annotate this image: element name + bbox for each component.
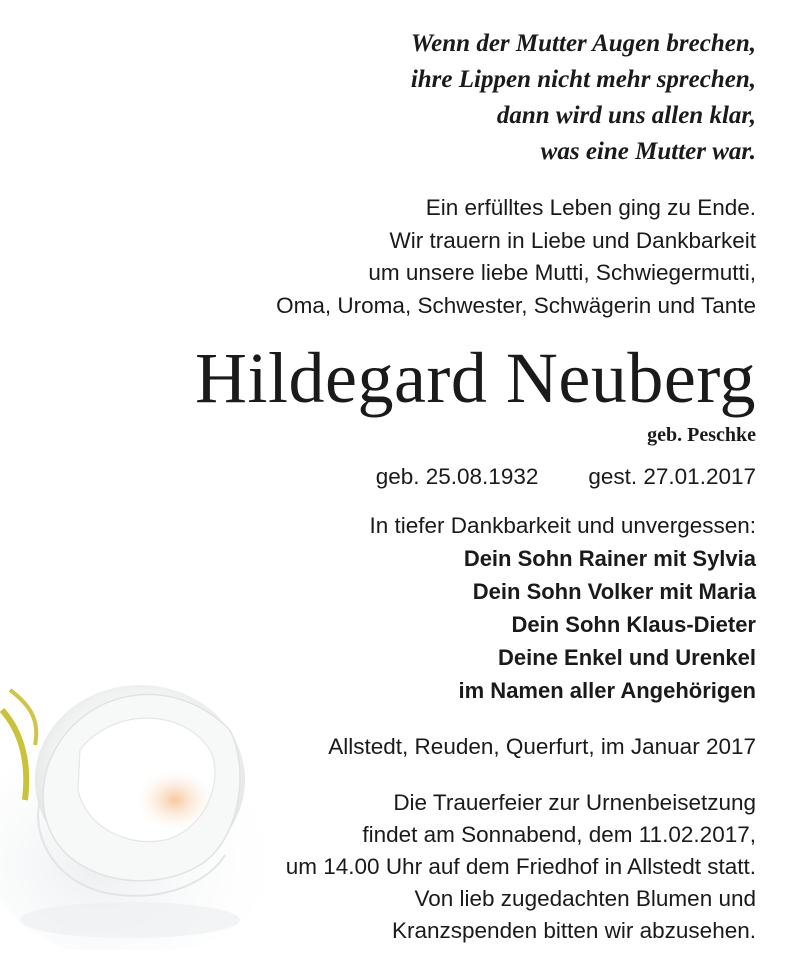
poem-line: Wenn der Mutter Augen brechen, — [410, 30, 756, 57]
obituary — [36, 26, 756, 947]
poem-line: ihre Lippen nicht mehr sprechen, — [410, 66, 756, 93]
ceremony-line: Von lieb zugedachten Blumen und — [414, 886, 756, 911]
intro-line: Wir trauern in Liebe und Dankbarkeit — [389, 227, 756, 253]
ceremony-line: findet am Sonnabend, dem 11.02.2017, — [362, 822, 756, 847]
intro-line: Oma, Uroma, Schwester, Schwägerin und Tante — [276, 292, 756, 318]
ceremony-notice — [36, 787, 756, 947]
poem-line: dann wird uns allen klar, — [496, 102, 756, 129]
intro-line: Ein erfülltes Leben ging zu Ende. — [425, 195, 756, 220]
mourners-list — [36, 542, 756, 707]
mourner-line: Dein Sohn Klaus-Dieter — [511, 612, 756, 637]
ceremony-line: Die Trauerfeier zur Urnenbeisetzung — [393, 790, 756, 815]
intro-text — [36, 192, 756, 322]
place-and-date: Allstedt, Reuden, Querfurt, im Januar 2017 — [328, 734, 756, 759]
mourner-line: Deine Enkel und Urenkel — [498, 645, 756, 670]
mourners-intro: In tiefer Dankbarkeit und unvergessen: — [369, 513, 756, 538]
deceased-name: Hildegard Neuberg — [195, 338, 756, 418]
ceremony-line: Kranzspenden bitten wir abzusehen. — [392, 918, 756, 943]
birth-date: geb. 25.08.1932 — [375, 464, 539, 489]
ceremony-line: um 14.00 Uhr auf dem Friedhof in Allstedt statt. — [285, 854, 756, 879]
life-dates — [36, 462, 756, 492]
intro-line: um unsere liebe Mutti, Schwiegermutti, — [368, 260, 756, 285]
poem — [36, 26, 756, 170]
mourner-line: im Namen aller Angehörigen — [458, 678, 756, 703]
mourner-line: Dein Sohn Volker mit Maria — [472, 579, 756, 604]
mourner-line: Dein Sohn Rainer mit Sylvia — [463, 546, 756, 571]
maiden-name: geb. Peschke — [647, 424, 756, 446]
poem-line: was eine Mutter war. — [540, 138, 756, 165]
death-date: gest. 27.01.2017 — [588, 464, 756, 489]
